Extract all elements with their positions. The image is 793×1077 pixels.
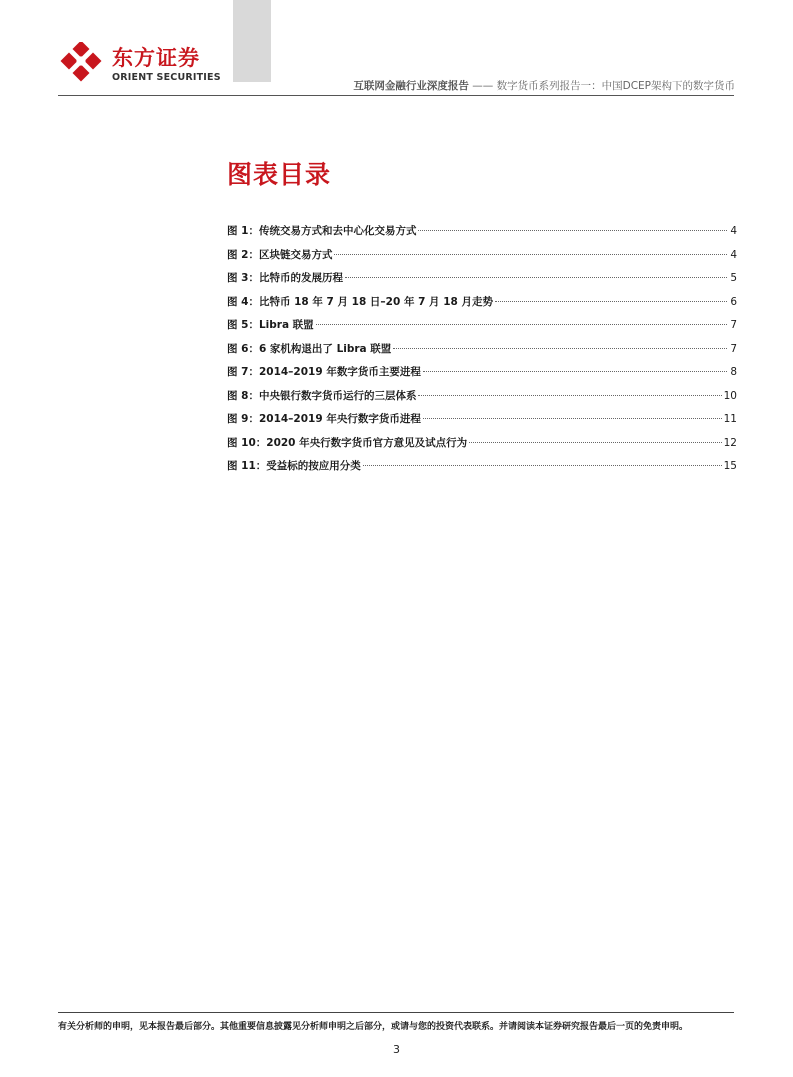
toc-entry[interactable] (227, 341, 737, 365)
toc-entry-label: 图 7：2014–2019 年数字货币主要进程 (227, 366, 421, 378)
table-of-figures (227, 223, 737, 482)
toc-leader-dots (393, 348, 727, 349)
toc-entry-label: 图 4：比特币 18 年 7 月 18 日–20 年 7 月 18 月走势 (227, 295, 493, 308)
toc-entry[interactable] (227, 317, 737, 341)
toc-leader-dots (495, 301, 727, 302)
toc-entry-page: 8 (730, 366, 737, 378)
orient-diamond-logo-icon (58, 42, 104, 88)
toc-entry-page: 4 (730, 225, 737, 237)
toc-entry[interactable] (227, 388, 737, 412)
logo-english-name: ORIENT SECURITIES (112, 72, 221, 83)
toc-entry-label: 图 10：2020 年央行数字货币官方意见及试点行为 (227, 436, 468, 449)
toc-entry-page: 4 (730, 248, 737, 261)
footer-disclaimer: 有关分析师的申明，见本报告最后部分。其他重要信息披露见分析师申明之后部分，或请与您的投资代表联系。并请阅读本证券研究报告最后一页的免责申明。 (58, 1022, 689, 1032)
toc-leader-dots (423, 418, 722, 419)
toc-entry-label: 图 9：2014–2019 年央行数字货币进程 (227, 413, 421, 425)
header-rule (58, 95, 734, 96)
report-header (353, 78, 735, 93)
toc-entry-page: 15 (723, 460, 737, 472)
toc-entry-page: 7 (730, 319, 737, 331)
toc-entry[interactable] (227, 364, 737, 388)
toc-leader-dots (423, 371, 727, 372)
logo-chinese-name: 东方证券 (112, 46, 200, 70)
toc-entry-label: 图 5：Libra 联盟 (227, 319, 314, 331)
toc-title: 图表目录 (227, 160, 332, 189)
toc-leader-dots (418, 395, 721, 396)
report-title: 数字货币系列报告一：中国DCEP架构下的数字货币 (496, 80, 735, 92)
toc-entry[interactable] (227, 270, 737, 294)
toc-entry[interactable] (227, 294, 737, 318)
toc-entry-page: 11 (723, 413, 737, 425)
report-type: 互联网金融行业深度报告 (353, 80, 469, 92)
toc-entry-label: 图 3：比特币的发展历程 (227, 272, 343, 284)
toc-entry-label: 图 11：受益标的按应用分类 (227, 460, 361, 472)
toc-entry-page: 6 (730, 295, 737, 308)
company-logo (58, 42, 228, 88)
toc-leader-dots (316, 324, 727, 325)
toc-entry-label: 图 6：6 家机构退出了 Libra 联盟 (227, 342, 392, 355)
toc-leader-dots (345, 277, 727, 278)
toc-entry-label: 图 2：区块链交易方式 (227, 248, 333, 261)
toc-entry-page: 10 (723, 389, 737, 402)
toc-entry-page: 5 (730, 272, 737, 284)
toc-entry-page: 12 (723, 436, 737, 449)
header-separator: —— (472, 80, 494, 92)
toc-entry[interactable] (227, 435, 737, 459)
toc-entry-label: 图 1：传统交易方式和去中心化交易方式 (227, 225, 417, 237)
header-grey-tab (233, 0, 271, 82)
toc-entry[interactable] (227, 223, 737, 247)
page-number: 3 (393, 1043, 400, 1056)
toc-entry[interactable] (227, 247, 737, 271)
footer-rule (58, 1012, 734, 1013)
toc-entry[interactable] (227, 411, 737, 435)
toc-entry[interactable] (227, 458, 737, 482)
toc-leader-dots (363, 465, 722, 466)
toc-entry-label: 图 8：中央银行数字货币运行的三层体系 (227, 389, 417, 402)
toc-entry-page: 7 (730, 342, 737, 355)
toc-leader-dots (469, 442, 721, 443)
toc-leader-dots (418, 230, 727, 231)
toc-leader-dots (334, 254, 727, 255)
